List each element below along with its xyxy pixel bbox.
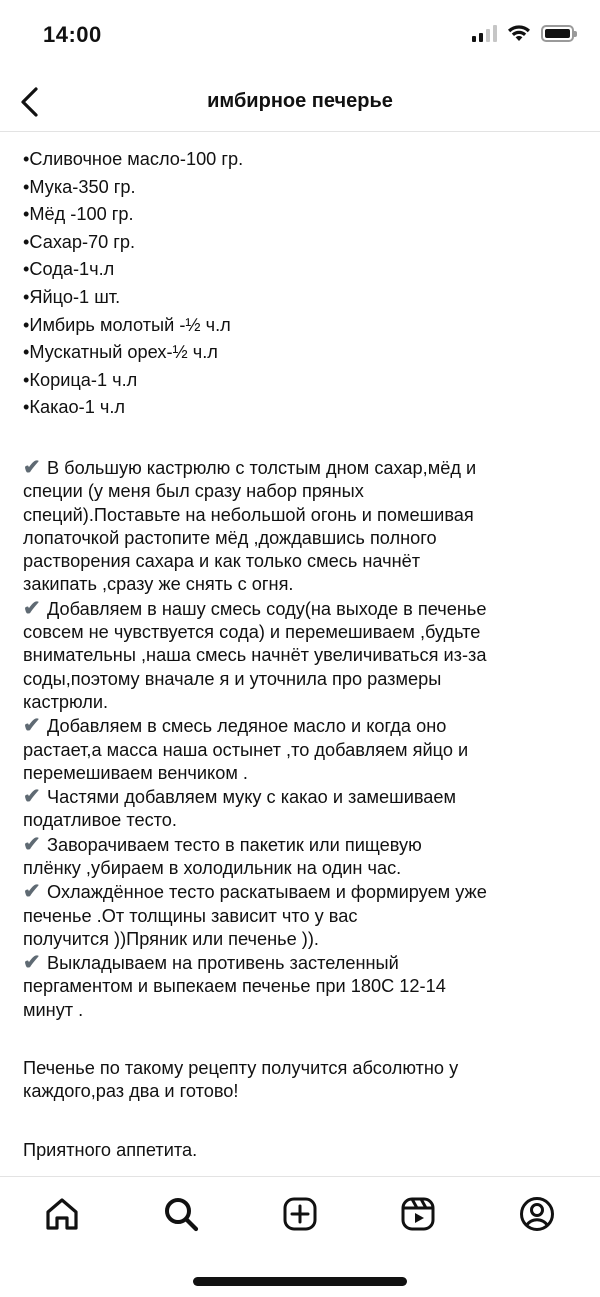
step-text: печенье .От толщины зависит что у вас xyxy=(23,905,358,926)
step-text: кастрюли. xyxy=(23,691,109,712)
ingredient-item: •Мускатный орех-½ ч.л xyxy=(23,342,218,363)
step-text: Добавляем в смесь ледяное масло и когда оно xyxy=(47,716,447,737)
closing-text xyxy=(23,1057,583,1104)
ingredient-item: •Мёд -100 гр. xyxy=(23,204,134,225)
recipe-step xyxy=(23,714,583,785)
search-icon xyxy=(162,1195,200,1233)
recipe-step xyxy=(23,456,583,597)
check-mark-icon: ✔ xyxy=(23,880,41,904)
status-icons xyxy=(472,24,574,42)
check-mark-icon: ✔ xyxy=(23,951,41,975)
ingredient-item: •Имбирь молотый -½ ч.л xyxy=(23,314,231,335)
recipe-step xyxy=(23,597,583,714)
closing-line: Печенье по такому рецепту получится абсолютно у xyxy=(23,1058,459,1079)
tab-home[interactable] xyxy=(43,1195,81,1233)
ingredient-item: •Сливочное масло-100 гр. xyxy=(23,149,244,169)
ingredient-item: •Сахар-70 гр. xyxy=(23,231,136,252)
step-text: минут . xyxy=(23,999,84,1020)
ingredient-item: •Мука-350 гр. xyxy=(23,176,136,197)
step-text: перемешиваем венчиком . xyxy=(23,762,248,783)
check-mark-icon: ✔ xyxy=(23,596,41,620)
profile-icon xyxy=(518,1195,556,1233)
step-text: Охлаждённое тесто раскатываем и формируем уже xyxy=(47,882,487,903)
recipe-content xyxy=(23,146,583,1162)
check-mark-icon: ✔ xyxy=(23,455,41,479)
step-text: соды,поэтому вначале я и уточнила про размеры xyxy=(23,668,442,689)
step-text: Заворачиваем тесто в пакетик или пищевую xyxy=(47,834,422,855)
check-mark-icon: ✔ xyxy=(23,714,41,738)
tab-bar xyxy=(0,1176,600,1246)
step-text: закипать ,сразу же снять с огня. xyxy=(23,574,294,595)
home-indicator xyxy=(193,1277,407,1286)
check-mark-icon: ✔ xyxy=(23,832,41,856)
step-text: Частями добавляем муку с какао и замешиваем xyxy=(47,787,457,808)
step-text: совсем не чувствуется сода) и перемешиваем ,будьте xyxy=(23,622,481,643)
status-time: 14:00 xyxy=(43,22,102,47)
step-text: Добавляем в нашу смесь соду(на выходе в печенье xyxy=(47,598,487,619)
status-bar xyxy=(0,0,600,72)
step-text: получится ))Пряник или печенье )). xyxy=(23,928,319,949)
page-title: имбирное печерье xyxy=(207,90,393,112)
step-text: податливое тесто. xyxy=(23,810,177,831)
step-text: пергаментом и выпекаем печенье при 180С 12-14 xyxy=(23,976,446,997)
reels-icon xyxy=(399,1195,437,1233)
ingredient-item: •Яйцо-1 шт. xyxy=(23,286,121,307)
steps-list xyxy=(23,456,583,1022)
ingredient-item: •Какао-1 ч.л xyxy=(23,397,126,418)
tab-reels[interactable] xyxy=(399,1195,437,1233)
step-text: растворения сахара и как только смесь начнёт xyxy=(23,551,421,572)
home-icon xyxy=(43,1195,81,1233)
check-mark-icon: ✔ xyxy=(23,785,41,809)
step-text: растает,а масса наша остынет ,то добавляем яйцо и xyxy=(23,739,469,760)
step-text: внимательны ,наша смесь начнёт увеличиваться из-за xyxy=(23,645,487,666)
farewell-text: Приятного аппетита. xyxy=(23,1139,198,1160)
step-text: специй).Поставьте на небольшой огонь и помешивая xyxy=(23,504,474,525)
tab-search[interactable] xyxy=(162,1195,200,1233)
step-text: плёнку ,убираем в холодильник на один час. xyxy=(23,857,402,878)
step-text: В большую кастрюлю с толстым дном сахар,мёд и xyxy=(47,457,477,478)
step-text: лопаточкой растопите мёд ,дождавшись полного xyxy=(23,527,437,548)
closing-line: каждого,раз два и готово! xyxy=(23,1081,239,1102)
battery-icon xyxy=(541,25,574,42)
step-text: Выкладываем на противень застеленный xyxy=(47,953,399,974)
wifi-icon xyxy=(507,24,531,42)
tab-create[interactable] xyxy=(281,1195,319,1233)
cellular-signal-icon xyxy=(472,24,497,42)
create-post-icon xyxy=(281,1195,319,1233)
recipe-step xyxy=(23,833,583,881)
recipe-step xyxy=(23,785,583,833)
recipe-step xyxy=(23,880,583,951)
step-text: специи (у меня был сразу набор пряных xyxy=(23,481,364,502)
ingredient-item: •Сода-1ч.л xyxy=(23,259,115,280)
ingredient-list xyxy=(23,146,583,422)
nav-header xyxy=(0,72,600,132)
recipe-step xyxy=(23,951,583,1022)
ingredient-item: •Корица-1 ч.л xyxy=(23,369,138,390)
tab-profile[interactable] xyxy=(518,1195,556,1233)
